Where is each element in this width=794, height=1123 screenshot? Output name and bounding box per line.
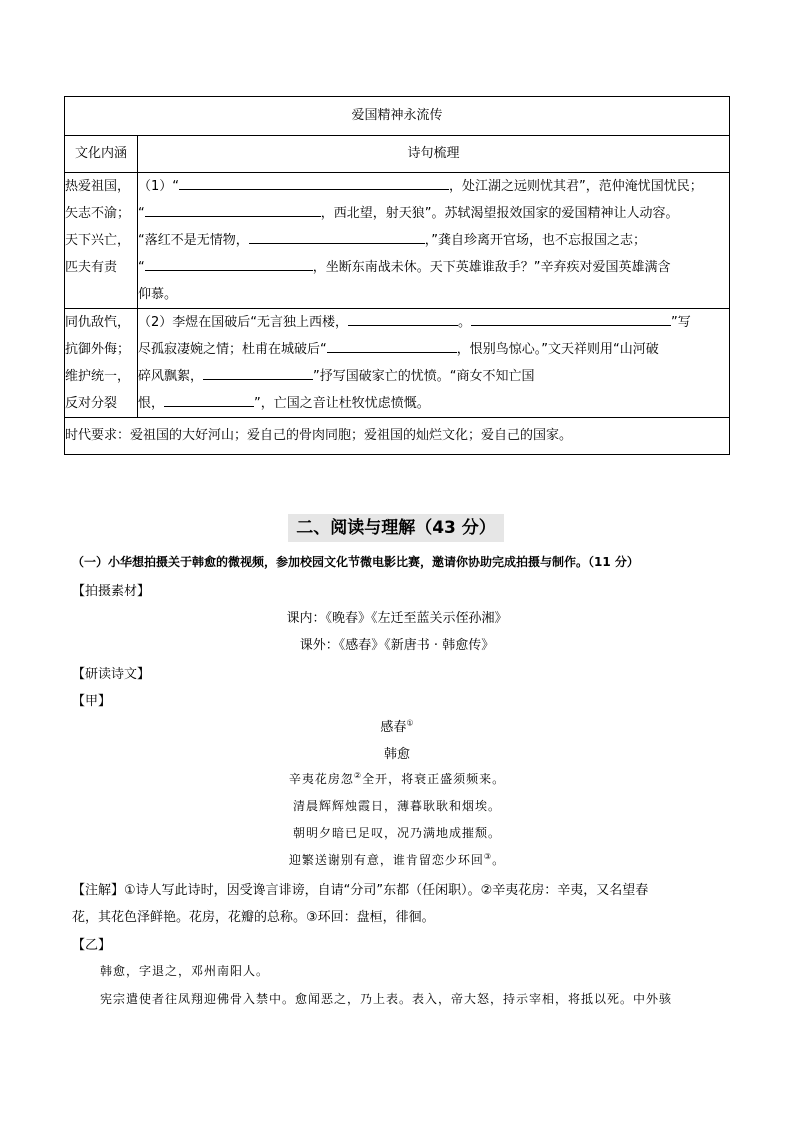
table-footer: 时代要求：爱祖国的大好河山；爱自己的骨肉同胞；爱祖国的灿烂文化；爱自己的国家。 xyxy=(65,418,730,455)
answer-blank[interactable] xyxy=(145,200,321,217)
yi-tag: 【乙】 xyxy=(72,938,112,953)
question-intro: （一）小华想拍摄关于韩愈的微视频，参加校园文化节微电影比赛，邀请你协助完成拍摄与制作。（11 分） xyxy=(72,555,639,569)
row2-label: 同仇敌忾，抗御外侮；维护统一，反对分裂 xyxy=(65,309,138,418)
material-tag: 【拍摄素材】 xyxy=(72,584,151,599)
poem-line: 朝明夕暗已足叹，况乃满地成摧颓。 xyxy=(292,826,501,840)
section-title: 二、阅读与理解（43 分） xyxy=(288,514,504,542)
inclass-texts: 课内：《晚春》《左迁至蓝关示侄孙湘》 xyxy=(286,611,508,626)
poem-author: 韩愈 xyxy=(383,747,410,762)
poem-line: 清晨辉辉烛霞日，薄暮耿耿和烟埃。 xyxy=(292,799,501,813)
poem-line: 辛夷花房忽②全开，将衰正盛须频来。 xyxy=(288,771,506,786)
answer-blank[interactable] xyxy=(203,363,313,380)
yi-text-line: 韩愈，字退之，邓州南阳人。 xyxy=(100,964,270,978)
row1-content: （1）“ ，处江湖之远则忧其君”，范仲淹忧国忧民； “ ，西北望，射天狼”。苏轼渴望报效国家的爱国精神让人动容。 “落红不是无情物， ，”龚自珍离开官场，也不忘报国之志； “ ，坐断东南战未休。天下英雄谁敌手？”辛弃疾对爱国英雄满含 仰慕。 xyxy=(138,173,730,309)
study-tag: 【研读诗文】 xyxy=(72,667,151,682)
row1-label: 热爱祖国，矢志不渝；天下兴亡，匹夫有责 xyxy=(65,173,138,309)
answer-blank[interactable] xyxy=(249,227,425,244)
col-header-culture: 文化内涵 xyxy=(65,136,138,173)
answer-blank[interactable] xyxy=(145,254,313,271)
notes-line: 花，其花色泽鲜艳。花房，花瓣的总称。③环回：盘桓，徘徊。 xyxy=(72,910,435,925)
answer-blank[interactable] xyxy=(327,336,457,353)
patriotism-table xyxy=(64,96,730,455)
answer-blank[interactable] xyxy=(348,309,458,326)
row2-content: （2）李煜在国破后“无言独上西楼， 。 ”写 尽孤寂凄婉之情；杜甫在城破后“ ，恨别鸟惊心。”文天祥则用“山河破 碎风飘絮， ”抒写国破家亡的忧愤。“商女不知亡国 恨， ”，亡国之音让杜牧忧虑愤慨。 xyxy=(138,309,730,418)
table-title: 爱国精神永流传 xyxy=(65,97,730,136)
jia-tag: 【甲】 xyxy=(72,694,112,709)
col-header-poems: 诗句梳理 xyxy=(138,136,730,173)
poem-line: 迎繁送谢别有意，谁肯留恋少环回③。 xyxy=(288,852,506,867)
yi-text-line: 宪宗遣使者往凤翔迎佛骨入禁中。愈闻恶之，乃上表。表入，帝大怒，持示宰相，将抵以死。中外骇 xyxy=(100,992,673,1006)
notes-line: 【注解】①诗人写此诗时，因受谗言诽谤，自请“分司”东都（任闲职）。②辛夷花房：辛夷，又名望春 xyxy=(72,883,649,898)
answer-blank[interactable] xyxy=(179,173,449,190)
outclass-texts: 课外：《感春》《新唐书 · 韩愈传》 xyxy=(299,638,495,653)
answer-blank[interactable] xyxy=(471,309,671,326)
answer-blank[interactable] xyxy=(164,390,254,407)
poem-title: 感春① xyxy=(380,718,414,735)
